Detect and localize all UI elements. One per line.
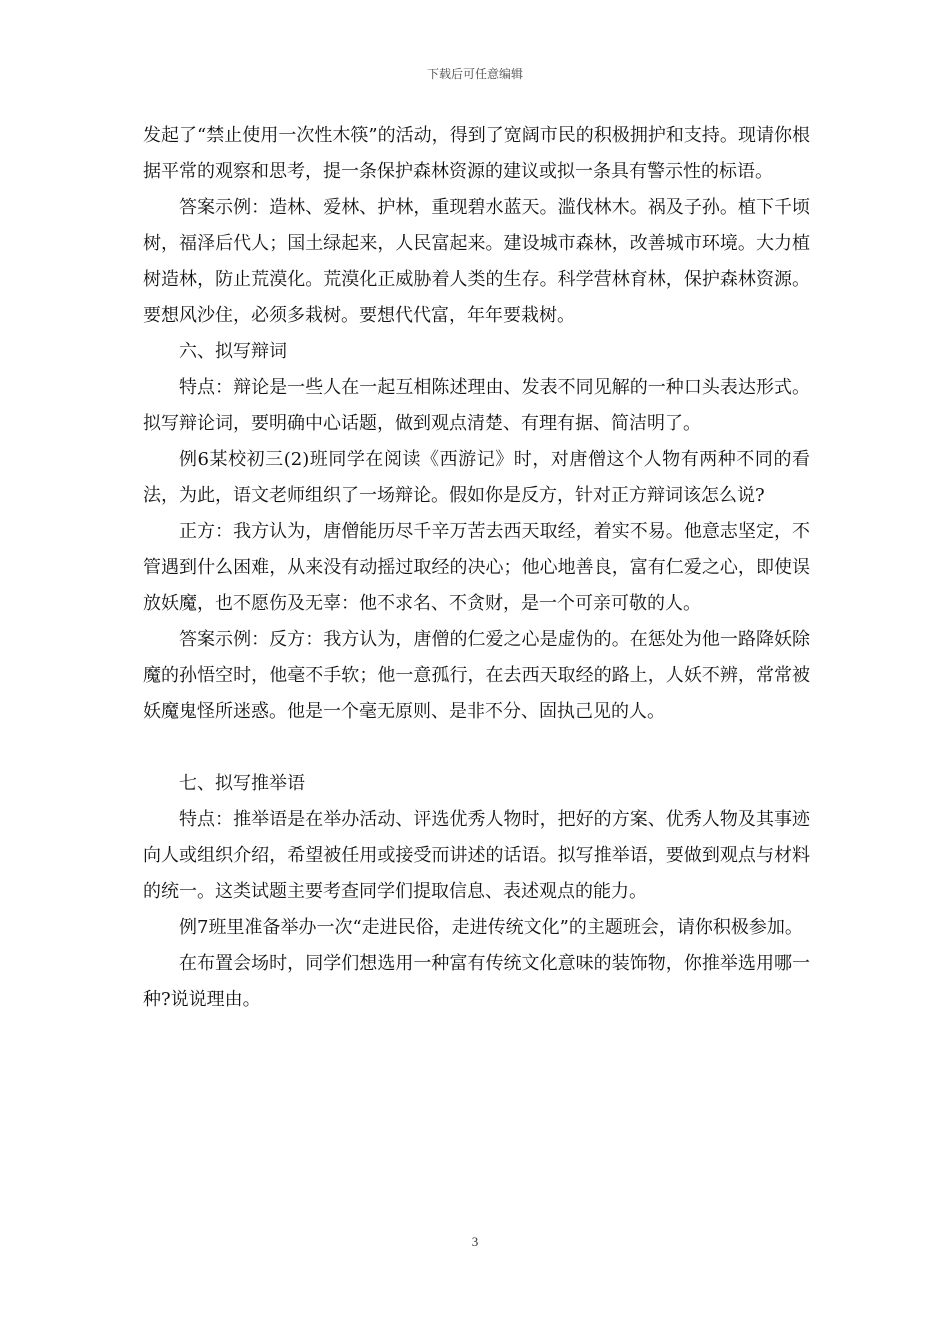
section-heading-6: 六、拟写辩词	[179, 341, 287, 362]
page-number: 3	[471, 1234, 479, 1249]
paragraph-features-7: 特点：推举语是在举办活动、评选优秀人物时，把好的方案、优秀人物及其事迹向人或组织介绍，希望被任用或接受而讲述的话语。拟写推举语，要做到观点与材料的统一。这类试题主要考查同学们提取信息、表述观点的能力。	[143, 809, 810, 902]
paragraph-continuation: 发起了“禁止使用一次性木筷”的活动，得到了宽阔市民的积极拥护和支持。现请你根据平常的观察和思考，提一条保护森林资源的建议或拟一条具有警示性的标语。	[143, 125, 810, 182]
paragraph-answer-example-1: 答案示例：造林、爱林、护林，重现碧水蓝天。滥伐林木。祸及子孙。植下千顷树，福泽后代人；国土绿起来，人民富起来。建设城市森林，改善城市环境。大力植树造林，防止荒漠化。荒漠化正威胁着人类的生存。科学营林育林，保护森林资源。要想风沙住，必须多栽树。要想代代富，年年要栽树。	[143, 197, 810, 326]
paragraph-affirmative: 正方：我方认为，唐僧能历尽千辛万苦去西天取经，着实不易。他意志坚定，不管遇到什么困难，从来没有动摇过取经的决心；他心地善良，富有仁爱之心，即使误放妖魔，也不愿伤及无辜：他不求名、不贪财，是一个可亲可敬的人。	[143, 521, 810, 614]
paragraph-gap	[143, 730, 810, 766]
section-heading-7: 七、拟写推举语	[179, 773, 305, 794]
paragraph-features-6: 特点：辩论是一些人在一起互相陈述理由、发表不同见解的一种口头表达形式。拟写辩论词，要明确中心话题，做到观点清楚、有理有据、简洁明了。	[143, 377, 810, 434]
paragraph-question: 在布置会场时，同学们想选用一种富有传统文化意味的装饰物，你推举选用哪一种?说说理由。	[143, 953, 810, 1010]
document-body	[143, 118, 810, 1018]
paragraph-example-7: 例7班里准备举办一次“走进民俗，走进传统文化”的主题班会，请你积极参加。	[179, 917, 803, 938]
paragraph-answer-example-2: 答案示例：反方：我方认为，唐僧的仁爱之心是虚伪的。在惩处为他一路降妖除魔的孙悟空时，他毫不手软；他一意孤行，在去西天取经的路上，人妖不辨，常常被妖魔鬼怪所迷惑。他是一个毫无原则、是非不分、固执己见的人。	[143, 629, 810, 722]
paragraph-example-6: 例6某校初三(2)班同学在阅读《西游记》时，对唐僧这个人物有两种不同的看法，为此，语文老师组织了一场辩论。假如你是反方，针对正方辩词该怎么说?	[143, 449, 810, 506]
page-header: 下载后可任意编辑	[426, 67, 523, 81]
